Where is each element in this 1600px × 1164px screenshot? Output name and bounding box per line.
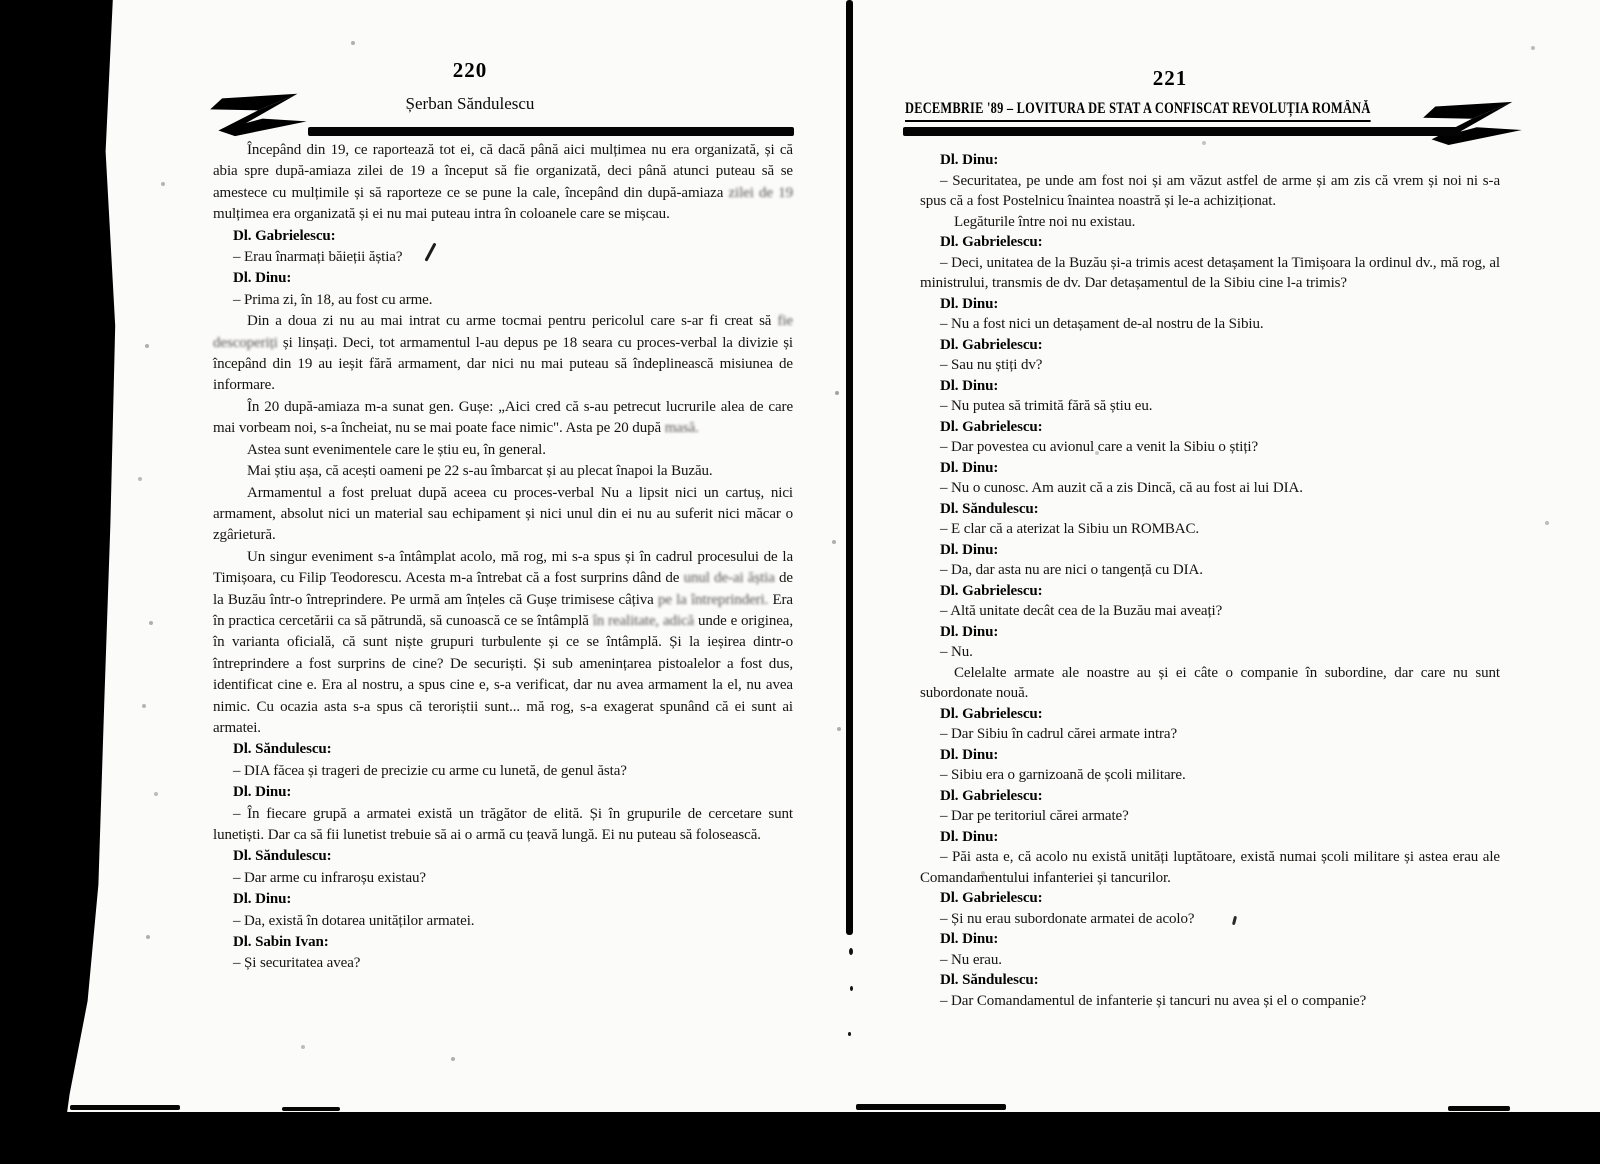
paragraph: În 20 după-amiaza m-a sunat gen. Gușe: „Aici cred că s-au petrecut lucrurile alea de care mai vorbeam noi, s-a încheiat, nu se mai poate face nimic". Asta pe 20 după masă.	[213, 398, 793, 437]
smudged-text: unul de-ai ăștia	[683, 570, 775, 587]
speaker-label: Dl. Sabin Ivan:	[233, 934, 329, 951]
dialogue-line: – Deci, unitatea de la Buzău și-a trimis acest detașament la Timișoara la ordinul dv., mă rog, al ministrului, transmis de dv. Dar detașamentul de la Sibiu cine l-a trimis?	[920, 254, 1500, 291]
dialogue-line: – Sau nu știți dv?	[940, 357, 1043, 373]
paragraph: Din a doua zi nu au mai intrat cu arme tocmai pentru pericolul care s-ar fi creat să fie descoperiți și linșați. Deci, tot armamentul l-au depus pe 18 seara cu proces-verbal la divizie și începând din 19 au ieșit fără armament, dar nici nu mai puteau să îndeplinească misiunea de informare.	[213, 313, 793, 394]
dialogue-line: – Nu o cunosc. Am auzit că a zis Dincă, că au fost ai lui DIA.	[940, 480, 1303, 496]
page-number: 221	[1152, 66, 1188, 90]
speaker-label: Dl. Dinu:	[233, 891, 292, 908]
scan-edge-dash	[70, 1105, 180, 1110]
dialogue-line: – Erau înarmați băieții ăștia?	[233, 249, 403, 266]
speaker-label: Dl. Dinu:	[940, 152, 999, 168]
z-logo-icon	[1412, 99, 1532, 146]
dialogue-line: – Altă unitate decât cea de la Buzău mai aveați?	[940, 603, 1223, 619]
dialogue-line: – Da, există în dotarea unităților armatei.	[233, 912, 475, 929]
dialogue-line: – Dar povestea cu avionul care a venit la Sibiu o știți?	[940, 439, 1259, 455]
dialogue-line: – Dar pe teritoriul cărei armate?	[940, 808, 1129, 824]
dialogue-line: – Dar Comandamentul de infanterie și tancuri nu avea și el o companie?	[940, 992, 1367, 1009]
dialogue-line: – Și securitatea avea?	[233, 955, 361, 972]
speaker-label: Dl. Săndulescu:	[233, 741, 332, 758]
dialogue-line: – Dar arme cu infraroșu existau?	[233, 869, 426, 886]
speaker-label: Dl. Dinu:	[940, 377, 999, 394]
z-logo-icon	[206, 91, 310, 137]
gutter-dot	[849, 948, 853, 955]
scan-black-edge-left	[0, 0, 120, 1164]
paragraph: Astea sunt evenimentele care le știu eu, în general.	[247, 441, 546, 458]
dialogue-line: – Și nu erau subordonate armatei de acolo?	[940, 910, 1195, 927]
dialogue-line: – Nu erau.	[940, 951, 1002, 968]
scan-edge-dash	[282, 1107, 340, 1111]
speaker-label: Dl. Săndulescu:	[233, 848, 332, 865]
running-header-text: DECEMBRIE '89 – LOVITURA DE STAT A CONFISCAT REVOLUȚIA ROMÂNĂ	[905, 100, 1371, 122]
speaker-label: Dl. Dinu:	[940, 828, 999, 845]
dialogue-line: – Nu a fost nici un detașament de-al nostru de la Sibiu.	[940, 316, 1264, 332]
paragraph: Celelalte armate ale noastre au și ei câte o companie în subordine, dar care nu sunt subordonate nouă.	[920, 664, 1500, 701]
page-body	[213, 140, 793, 975]
smudged-text: masă.	[664, 420, 699, 437]
speaker-label: Dl. Gabrielescu:	[940, 234, 1043, 250]
paragraph: Legăturile între noi nu existau.	[954, 213, 1136, 230]
speaker-label: Dl. Dinu:	[940, 623, 999, 640]
speaker-label: Dl. Săndulescu:	[940, 500, 1039, 517]
gutter-dot	[848, 1032, 851, 1036]
dialogue-line: – Păi asta e, că acolo nu există unități luptătoare, există numai școli militare și astea erau ale Comandamentului infanteriei și tancurilor.	[920, 849, 1500, 886]
speaker-label: Dl. Dinu:	[940, 746, 999, 763]
speaker-label: Dl. Gabrielescu:	[940, 787, 1043, 804]
page-gutter-shadow	[846, 0, 853, 935]
header-rule	[903, 127, 1461, 136]
smudged-text: pe la întreprinderi.	[657, 591, 769, 608]
speaker-label: Dl. Dinu:	[233, 270, 292, 287]
scan-edge-dash	[1448, 1106, 1510, 1111]
dialogue-line: – E clar că a aterizat la Sibiu un ROMBAC.	[940, 521, 1200, 537]
speaker-label: Dl. Gabrielescu:	[940, 890, 1043, 906]
dialogue-line: – DIA făcea și trageri de precizie cu arme cu lunetă, de genul ăsta?	[233, 762, 627, 779]
speaker-label: Dl. Gabrielescu:	[940, 705, 1043, 722]
scan-noise-specks	[0, 0, 2, 2]
dialogue-line: – Prima zi, în 18, au fost cu arme.	[233, 291, 433, 308]
running-header: Șerban Săndulescu	[405, 94, 535, 113]
smudged-text: zilei de 19	[728, 184, 793, 201]
speaker-label: Dl. Dinu:	[940, 541, 999, 558]
paragraph: Un singur eveniment s-a întâmplat acolo, mă rog, mi s-a spus și în cadrul procesului de la Timișoara, cu Filip Teodorescu. Acesta m-a întrebat că a fost surprins dând de unul de-ai ăștia de la Buzău într-o întreprindere. Pe urmă am înțeles că Gușe trimisese câțiva pe la întreprinderi. Era în practica cercetării ca să pătrundă, să cunoască ce se întâmplă în realitate, adică unde e originea, în varianta oficială, că sunt niște grupuri turbulente și ce se întâmplă. Și la ieșirea dintr-o întreprindere a fost surprins de cine? De securiști. Și sub amenințarea pistoalelor a fost dus, identificat cine e. Era al nostru, a spus cine e, s-a verificat, dar nu avea armament la el, nu avea nimic. Cu ocazia asta s-a spus că teroriștii sunt... mă rog, s-a exagerat spunând că ei sunt ai armatei.	[213, 548, 793, 736]
dialogue-line: – Nu.	[940, 644, 973, 660]
page-body	[920, 150, 1500, 1011]
dialogue-line: – Securitatea, pe unde am fost noi și am văzut astfel de arme și am zis că vrem și noi ni s-a spus că a fost Postelnicu înaintea noastră și le-a achiziționat.	[920, 172, 1500, 209]
speaker-label: Dl. Gabrielescu:	[940, 336, 1043, 353]
dialogue-line: – Da, dar asta nu are nici o tangență cu DIA.	[940, 562, 1203, 578]
smudged-text: în realitate, adică	[592, 612, 695, 629]
paragraph: Mai știu așa, că acești oameni pe 22 s-au îmbarcat și au plecat înapoi la Buzău.	[247, 463, 713, 480]
paragraph: Armamentul a fost preluat după aceea cu proces-verbal Nu a lipsit nici un cartuș, nici armament, absolut nici un material sau echipament și nici unul din ei nu au suferit nici măcar o zgârietură.	[213, 484, 793, 544]
speaker-label: Dl. Dinu:	[940, 931, 999, 947]
gutter-dot	[850, 986, 853, 991]
speaker-label: Dl. Gabrielescu:	[940, 582, 1043, 599]
speaker-label: Dl. Săndulescu:	[940, 972, 1039, 988]
paragraph: Începând din 19, ce raportează tot ei, că dacă până aici mulțimea nu era organizată, și că abia spre după-amiaza zilei de 19 a început să fie organizată, deci până atunci puteau să se amestece cu mulțimile și să raporteze ce se pune la cale, începând din după-amiaza zilei de 19 mulțimea era organizată și ei nu mai puteau intra în coloanele care se mișcau.	[213, 142, 793, 223]
dialogue-line: – Dar Sibiu în cadrul cărei armate intra?	[940, 726, 1178, 742]
smudged-text: fie descoperiți	[213, 313, 793, 351]
scan-black-edge-bottom	[0, 1112, 1600, 1164]
dialogue-line: – Nu putea să trimită fără să știu eu.	[940, 398, 1153, 414]
speaker-label: Dl. Gabrielescu:	[233, 227, 336, 244]
speaker-label: Dl. Dinu:	[233, 784, 292, 801]
dialogue-line: – În fiecare grupă a armatei există un trăgător de elită. Și în grupurile de cercetare sunt lunetiști. Dar ca să fii lunetist trebuie să ai o armă cu țeavă lungă. Ei nu puteau să folosească.	[213, 805, 793, 843]
dialogue-line: – Sibiu era o garnizoană de școli militare.	[940, 767, 1186, 783]
speaker-label: Dl. Gabrielescu:	[940, 418, 1043, 435]
header-rule	[308, 127, 794, 136]
speaker-label: Dl. Dinu:	[940, 295, 999, 312]
speaker-label: Dl. Dinu:	[940, 459, 999, 476]
page-number: 220	[452, 58, 488, 82]
scan-edge-dash	[856, 1104, 1006, 1110]
